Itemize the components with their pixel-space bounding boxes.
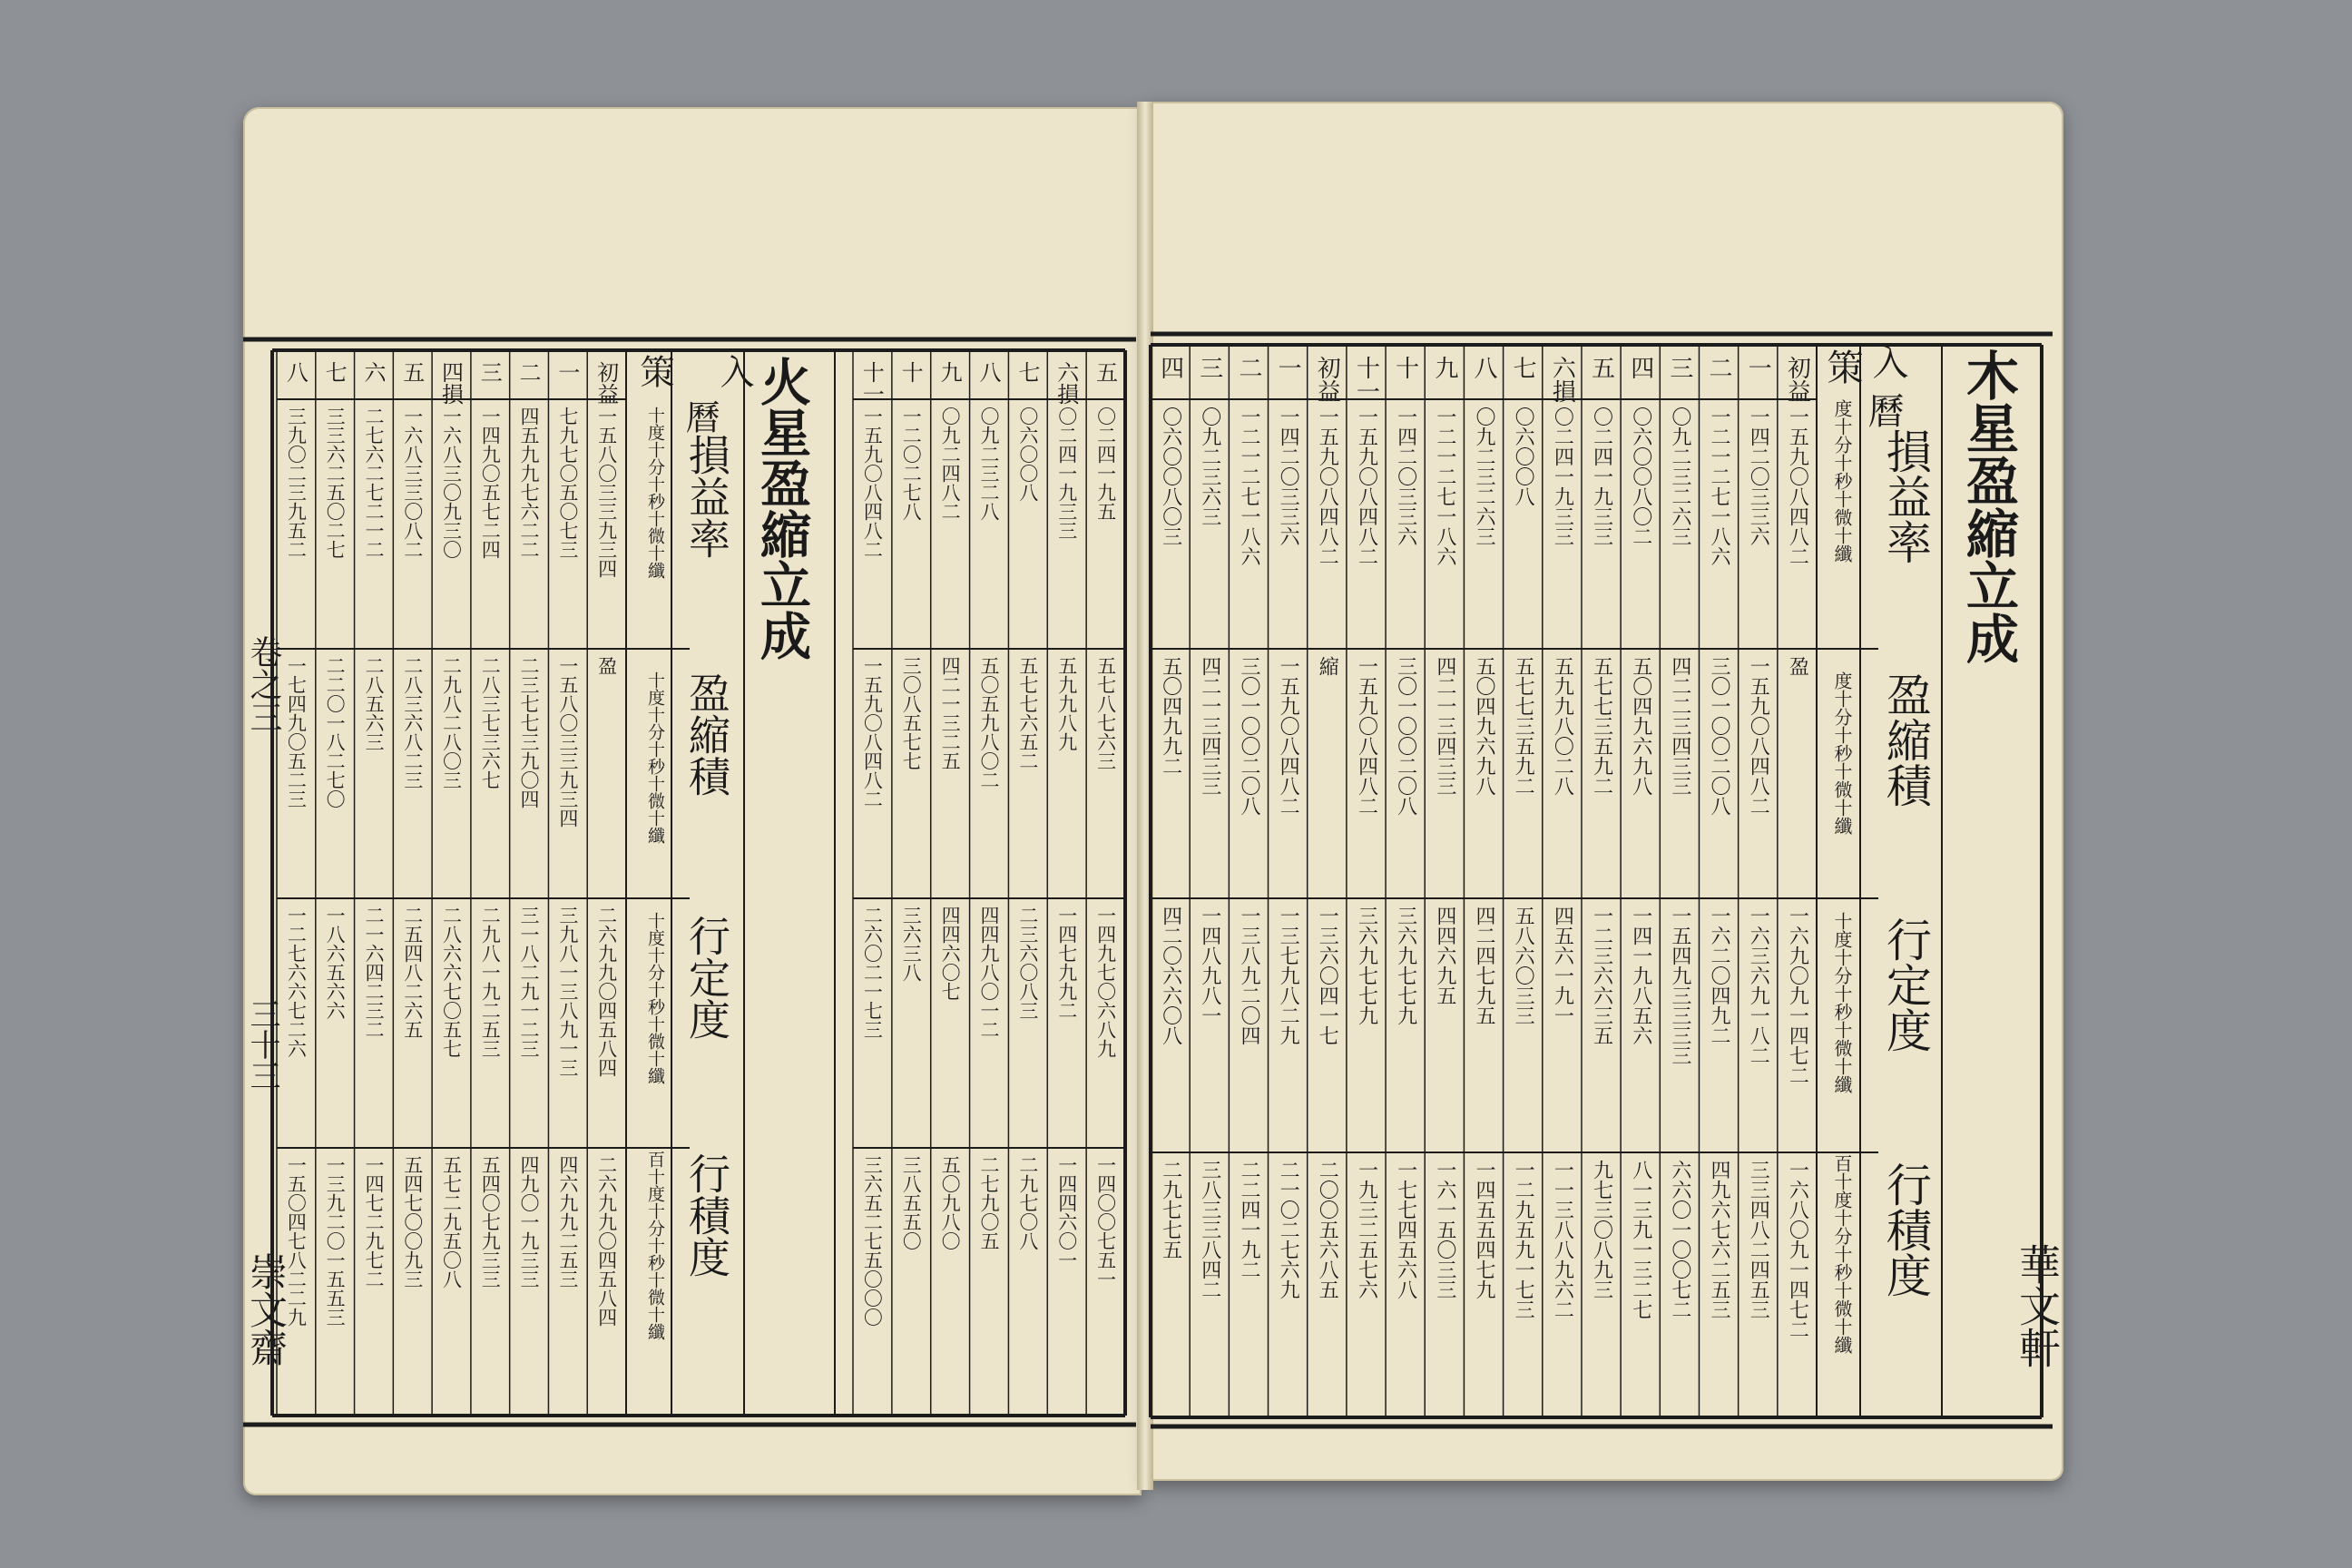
- left-row-7-yingsuo: 二二〇一八二七〇: [324, 656, 347, 808]
- left-row-8-yingsuo: 一七四九〇五二三: [285, 656, 308, 808]
- right-row-6-yingsuo: 五九九八〇二八: [1551, 656, 1574, 796]
- left-rb-4-xingji: 五〇九八〇: [939, 1155, 962, 1250]
- right-row-11-ce: 十一: [1352, 356, 1380, 403]
- left-row-5-xingji: 五四七〇〇九三: [401, 1155, 424, 1289]
- right-row-11-sunyi: 一五九〇八四八二: [1355, 407, 1378, 566]
- left-rb-6-xingding: 二六〇二一七三: [861, 906, 884, 1039]
- right-row-2-xingding: 一六二〇四九二: [1708, 906, 1731, 1045]
- left-rb-1-sunyi: 〇二四一九三三: [1055, 407, 1078, 540]
- right-heading-sunyi: 損益率: [1879, 428, 1932, 564]
- left-row-0-yingsuo: 盈: [595, 656, 618, 675]
- left-row-1-ce: 一: [554, 361, 580, 383]
- left-row-1-xingji: 四六九九二五三: [556, 1155, 579, 1289]
- right-row-3-yingsuo: 四二二三四三三: [1668, 656, 1691, 796]
- right-row-2-yingsuo: 三〇一〇〇二〇八: [1708, 656, 1731, 816]
- right-unit-yingsuo: 度十分十秒十微十纖: [1831, 671, 1853, 835]
- right-header-strategy: 策: [1821, 348, 1863, 385]
- left-row-8-sunyi: 三九〇二三九五二: [285, 407, 308, 559]
- right-row-12-ce: 初益: [1313, 356, 1341, 403]
- left-rb-4-yingsuo: 四二一三二五: [939, 656, 962, 770]
- left-rb-6-ce: 十一: [858, 361, 885, 405]
- right-header-calendar: 曆: [1862, 392, 1904, 428]
- right-row-13-ce: 一: [1274, 356, 1302, 379]
- right-unit-xingji: 百十度十分十秒十微十纖: [1831, 1154, 1853, 1354]
- left-rb-1-yingsuo: 五九九八九: [1055, 656, 1078, 751]
- left-heading-xingji: 行積度: [682, 1152, 731, 1278]
- right-row-1-yingsuo: 一五九〇八四八二: [1747, 656, 1770, 816]
- left-rb-0-xingding: 一四九七〇六八九: [1094, 906, 1117, 1058]
- right-row-5-xingji: 九七三〇八九三: [1590, 1160, 1613, 1299]
- right-header-entry: 入: [1867, 343, 1908, 379]
- right-row-2-sunyi: 一二一二七一八六: [1708, 407, 1731, 566]
- right-row-8-ce: 八: [1470, 356, 1497, 379]
- left-rb-2-xingji: 二九七〇八: [1016, 1155, 1039, 1250]
- left-rb-2-sunyi: 〇六〇〇八: [1016, 407, 1039, 502]
- right-row-4-xingding: 一四一九八五六: [1629, 906, 1652, 1045]
- right-row-12-xingji: 二〇〇五六八五: [1316, 1160, 1339, 1299]
- right-row-10-xingji: 一七七四五六八: [1394, 1160, 1417, 1299]
- right-margin-label: 華文軒: [2013, 1243, 2062, 1368]
- left-unit-xingji: 百十度十分十秒十微十纖: [645, 1151, 665, 1340]
- right-row-13-sunyi: 一四二〇三三六: [1277, 407, 1300, 546]
- left-row-5-yingsuo: 二八三六八二三: [401, 656, 424, 789]
- right-row-5-yingsuo: 五七七三五九二: [1590, 656, 1613, 796]
- right-row-4-ce: 四: [1626, 356, 1654, 379]
- left-row-1-yingsuo: 一五八〇三三九三四: [556, 656, 579, 828]
- right-row-15-ce: 三: [1195, 356, 1223, 379]
- left-row-5-ce: 五: [398, 361, 425, 383]
- left-page-title: 火星盈縮立成: [752, 356, 812, 661]
- left-row-2-xingji: 四九〇一九三三: [518, 1155, 541, 1289]
- left-row-4-sunyi: 一六八三〇九三〇: [440, 407, 463, 559]
- right-row-14-ce: 二: [1234, 356, 1262, 379]
- right-row-4-sunyi: 〇六〇〇八〇二: [1629, 407, 1652, 546]
- left-rb-5-yingsuo: 三〇八五七七: [900, 656, 923, 770]
- right-row-14-yingsuo: 三〇一〇〇二〇八: [1237, 656, 1260, 816]
- right-row-16-ce: 四: [1156, 356, 1184, 379]
- right-row-5-xingding: 一二三六六三五: [1590, 906, 1613, 1045]
- right-row-11-yingsuo: 一五九〇八四八二: [1355, 656, 1378, 816]
- left-rb-5-xingding: 三六三八: [900, 906, 923, 982]
- right-row-8-sunyi: 〇九二三二六三: [1473, 407, 1495, 546]
- right-row-0-xingding: 一六九〇九一四七二: [1786, 906, 1809, 1085]
- right-row-11-xingding: 三六九七七九: [1355, 906, 1378, 1025]
- left-row-1-sunyi: 七九七〇五〇七三: [556, 407, 579, 559]
- left-rb-2-yingsuo: 五七七六五二: [1016, 656, 1039, 770]
- left-row-5-sunyi: 一六八三三〇八二: [401, 407, 424, 559]
- right-row-2-xingji: 四九六七六二五三: [1708, 1160, 1731, 1319]
- right-row-9-sunyi: 一二一二七一八六: [1433, 407, 1456, 566]
- left-rb-1-ce: 六損: [1053, 361, 1079, 405]
- right-row-8-xingji: 一四五五四七九: [1473, 1160, 1495, 1299]
- left-margin-publisher: 崇文齋: [244, 1252, 289, 1367]
- left-row-6-ce: 六: [359, 361, 386, 383]
- left-row-4-yingsuo: 二九八二八〇三: [440, 656, 463, 789]
- right-row-7-ce: 七: [1509, 356, 1537, 379]
- left-rb-3-xingding: 四四九八〇一二: [978, 906, 1000, 1039]
- right-row-9-xingding: 四四六九五: [1433, 906, 1456, 1005]
- right-row-14-sunyi: 一二一二七一八六: [1237, 407, 1260, 566]
- left-row-6-yingsuo: 二八五六三: [362, 656, 385, 751]
- left-row-7-xingji: 一三九二〇一五五三: [324, 1155, 347, 1327]
- right-row-9-ce: 九: [1430, 356, 1458, 379]
- left-rb-5-xingji: 三八五五〇: [900, 1155, 923, 1250]
- left-rb-0-ce: 五: [1092, 361, 1118, 383]
- left-row-4-xingding: 二八六六七〇五七: [440, 906, 463, 1058]
- right-row-7-xingding: 五八六〇三三: [1512, 906, 1535, 1025]
- left-row-1-xingding: 三九八一三八九一三: [556, 906, 579, 1077]
- right-row-5-ce: 五: [1587, 356, 1615, 379]
- right-row-12-yingsuo: 縮: [1316, 656, 1339, 676]
- right-row-6-sunyi: 〇二四一九三三: [1551, 407, 1574, 546]
- left-row-7-sunyi: 三三六二五〇二七: [324, 407, 347, 559]
- right-row-15-xingding: 一四八九八一: [1198, 906, 1221, 1025]
- left-rb-6-xingji: 三六五二七五〇〇〇: [861, 1155, 884, 1327]
- right-row-16-sunyi: 〇六〇〇八〇三: [1159, 407, 1182, 546]
- left-rb-0-yingsuo: 五七八七六三: [1094, 656, 1117, 770]
- left-rb-5-sunyi: 一二〇二七八: [900, 407, 923, 521]
- left-row-2-xingding: 三一八二九一二三: [518, 906, 541, 1058]
- left-rb-4-xingding: 四四六〇七: [939, 906, 962, 1001]
- left-rb-3-sunyi: 〇九二三二八: [978, 407, 1000, 521]
- left-row-4-ce: 四損: [437, 361, 464, 405]
- left-heading-yingsuo: 盈縮積: [682, 671, 731, 797]
- right-row-2-ce: 二: [1705, 356, 1733, 379]
- right-row-16-xingding: 四二〇六六〇八: [1159, 906, 1182, 1045]
- right-row-6-ce: 六損: [1548, 356, 1576, 403]
- right-row-16-yingsuo: 五〇四九九二: [1159, 656, 1182, 776]
- left-row-0-sunyi: 一五八〇三三九三四: [595, 407, 618, 578]
- left-rb-0-sunyi: 〇二四一九五: [1094, 407, 1117, 521]
- right-row-13-xingji: 二一〇二七六九: [1277, 1160, 1300, 1299]
- right-row-0-yingsuo: 盈: [1786, 656, 1809, 676]
- left-rb-3-ce: 八: [975, 361, 1001, 383]
- right-row-7-yingsuo: 五七七三五九二: [1512, 656, 1535, 796]
- left-row-2-ce: 二: [515, 361, 542, 383]
- left-unit-yingsuo: 十度十分十秒十微十纖: [645, 671, 665, 844]
- right-row-14-xingding: 一三八九二〇四: [1237, 906, 1260, 1045]
- right-row-0-xingji: 一六八〇九一四七二: [1786, 1160, 1809, 1339]
- right-unit-xingding: 十度十分十秒十微十纖: [1831, 912, 1853, 1093]
- right-row-7-xingji: 一二九五九一七三: [1512, 1160, 1535, 1319]
- left-row-3-ce: 三: [476, 361, 503, 383]
- right-row-1-xingji: 三三四八二四五三: [1747, 1160, 1770, 1319]
- left-heading-xingding: 行定度: [682, 915, 731, 1040]
- right-row-1-ce: 一: [1744, 356, 1772, 379]
- right-row-10-ce: 十: [1391, 356, 1419, 379]
- left-rb-1-xingding: 一四七九九二: [1055, 906, 1078, 1020]
- left-rb-2-xingding: 二三六〇八三: [1016, 906, 1039, 1020]
- right-row-1-sunyi: 一四二〇三三六: [1747, 407, 1770, 546]
- left-rb-4-sunyi: 〇九二四八二: [939, 407, 962, 521]
- left-row-5-xingding: 二五四八二六五: [401, 906, 424, 1039]
- right-row-5-sunyi: 〇二四一九三三: [1590, 407, 1613, 546]
- right-heading-xingji: 行積度: [1879, 1161, 1932, 1298]
- left-unit-xingding: 十度十分十秒十微十纖: [645, 912, 665, 1084]
- left-row-3-yingsuo: 二八三七三六七: [479, 656, 502, 789]
- right-row-3-ce: 三: [1665, 356, 1693, 379]
- left-rb-2-ce: 七: [1014, 361, 1040, 383]
- left-header-entry: 入: [714, 354, 754, 388]
- left-header-strategy: 策: [634, 354, 674, 388]
- left-rb-5-ce: 十: [897, 361, 924, 383]
- right-row-6-xingji: 一一三八八九六二: [1551, 1160, 1574, 1319]
- left-unit-sunyi: 十度十分十秒十微十纖: [645, 407, 665, 579]
- right-row-1-xingding: 一六三六九一八二: [1747, 906, 1770, 1065]
- left-row-3-xingding: 二九八一九二五三: [479, 906, 502, 1058]
- left-row-6-sunyi: 二七六二七二一二: [362, 407, 385, 559]
- left-row-3-sunyi: 一四九〇五七二四: [479, 407, 502, 559]
- right-row-10-yingsuo: 三〇一〇〇二〇八: [1394, 656, 1417, 816]
- left-heading-sunyi: 損益率: [682, 434, 731, 559]
- right-row-3-sunyi: 〇九二三二六三: [1668, 407, 1691, 546]
- right-row-6-xingding: 四五六一九一: [1551, 906, 1574, 1025]
- left-row-7-xingding: 一八六五六六: [324, 906, 347, 1020]
- left-row-3-xingji: 五四〇七九三三: [479, 1155, 502, 1289]
- right-row-11-xingji: 一九三二五七六: [1355, 1160, 1378, 1299]
- left-margin-page: 三十三: [244, 998, 280, 1091]
- right-row-12-sunyi: 一五九〇八四八二: [1316, 407, 1339, 566]
- left-row-8-ce: 八: [282, 361, 309, 383]
- right-row-9-yingsuo: 四二一三四三三: [1433, 656, 1456, 796]
- right-row-16-xingji: 二九七七五: [1159, 1160, 1182, 1259]
- left-row-8-xingji: 一五〇四七八二二九: [285, 1155, 308, 1327]
- left-rb-6-yingsuo: 一五九〇八四八二: [861, 656, 884, 808]
- left-header-calendar: 曆: [680, 399, 720, 434]
- left-row-0-ce: 初益: [593, 361, 619, 405]
- right-row-0-ce: 初益: [1783, 356, 1811, 403]
- right-row-13-xingding: 一三七九八二九: [1277, 906, 1300, 1045]
- right-row-15-sunyi: 〇九二三六三: [1198, 407, 1221, 526]
- right-row-10-sunyi: 一四二〇三三六: [1394, 407, 1417, 546]
- right-row-3-xingji: 六六〇一〇〇七二: [1668, 1160, 1691, 1319]
- right-row-4-yingsuo: 五〇四九六九八: [1629, 656, 1652, 796]
- right-unit-sunyi: 度十分十秒十微十纖: [1831, 399, 1853, 563]
- right-row-15-xingji: 三八三三八四二: [1198, 1160, 1221, 1299]
- left-row-6-xingding: 二一六四二三二: [362, 906, 385, 1039]
- left-rb-6-sunyi: 一五九〇八四八二: [861, 407, 884, 559]
- right-row-8-xingding: 四二四七九五: [1473, 906, 1495, 1025]
- left-row-0-xingji: 二六九九〇四五八四: [595, 1155, 618, 1327]
- right-row-12-xingding: 一三六〇四一七: [1316, 906, 1339, 1045]
- right-row-7-sunyi: 〇六〇〇八: [1512, 407, 1535, 506]
- left-row-4-xingji: 五七二九五〇八: [440, 1155, 463, 1289]
- right-row-13-yingsuo: 一五九〇八四八二: [1277, 656, 1300, 816]
- right-row-0-sunyi: 一五九〇八四八二: [1786, 407, 1809, 566]
- right-heading-xingding: 行定度: [1879, 916, 1932, 1053]
- right-row-4-xingji: 八一三九一三二七: [1629, 1160, 1652, 1319]
- right-page-title: 木星盈縮立成: [1957, 348, 2019, 664]
- left-rb-3-xingji: 二七九〇五: [978, 1155, 1000, 1250]
- left-rb-3-yingsuo: 五〇五九八〇二: [978, 656, 1000, 789]
- right-row-9-xingji: 一六一五〇三三: [1433, 1160, 1456, 1299]
- right-row-15-yingsuo: 四二一三四三三: [1198, 656, 1221, 796]
- left-row-7-ce: 七: [321, 361, 348, 383]
- left-rb-1-xingji: 一四四六〇一: [1055, 1155, 1078, 1269]
- right-row-3-xingding: 一五四九三三三三: [1668, 906, 1691, 1065]
- left-row-6-xingji: 一四七二九七二: [362, 1155, 385, 1289]
- left-row-2-yingsuo: 二三七七三九〇四: [518, 656, 541, 808]
- left-rb-0-xingji: 一四〇〇七五一: [1094, 1155, 1117, 1289]
- left-row-0-xingding: 二六九九〇四五八四: [595, 906, 618, 1077]
- right-row-8-yingsuo: 五〇四九六九八: [1473, 656, 1495, 796]
- left-row-8-xingding: 一二七六六七二六: [285, 906, 308, 1058]
- left-row-2-sunyi: 四五九九七六二二: [518, 407, 541, 559]
- right-row-10-xingding: 三六九七七九: [1394, 906, 1417, 1025]
- right-row-14-xingji: 二二四一九二: [1237, 1160, 1260, 1279]
- left-rb-4-ce: 九: [936, 361, 963, 383]
- right-heading-yingsuo: 盈縮積: [1879, 671, 1932, 808]
- left-margin-label: 卷之三: [245, 635, 282, 733]
